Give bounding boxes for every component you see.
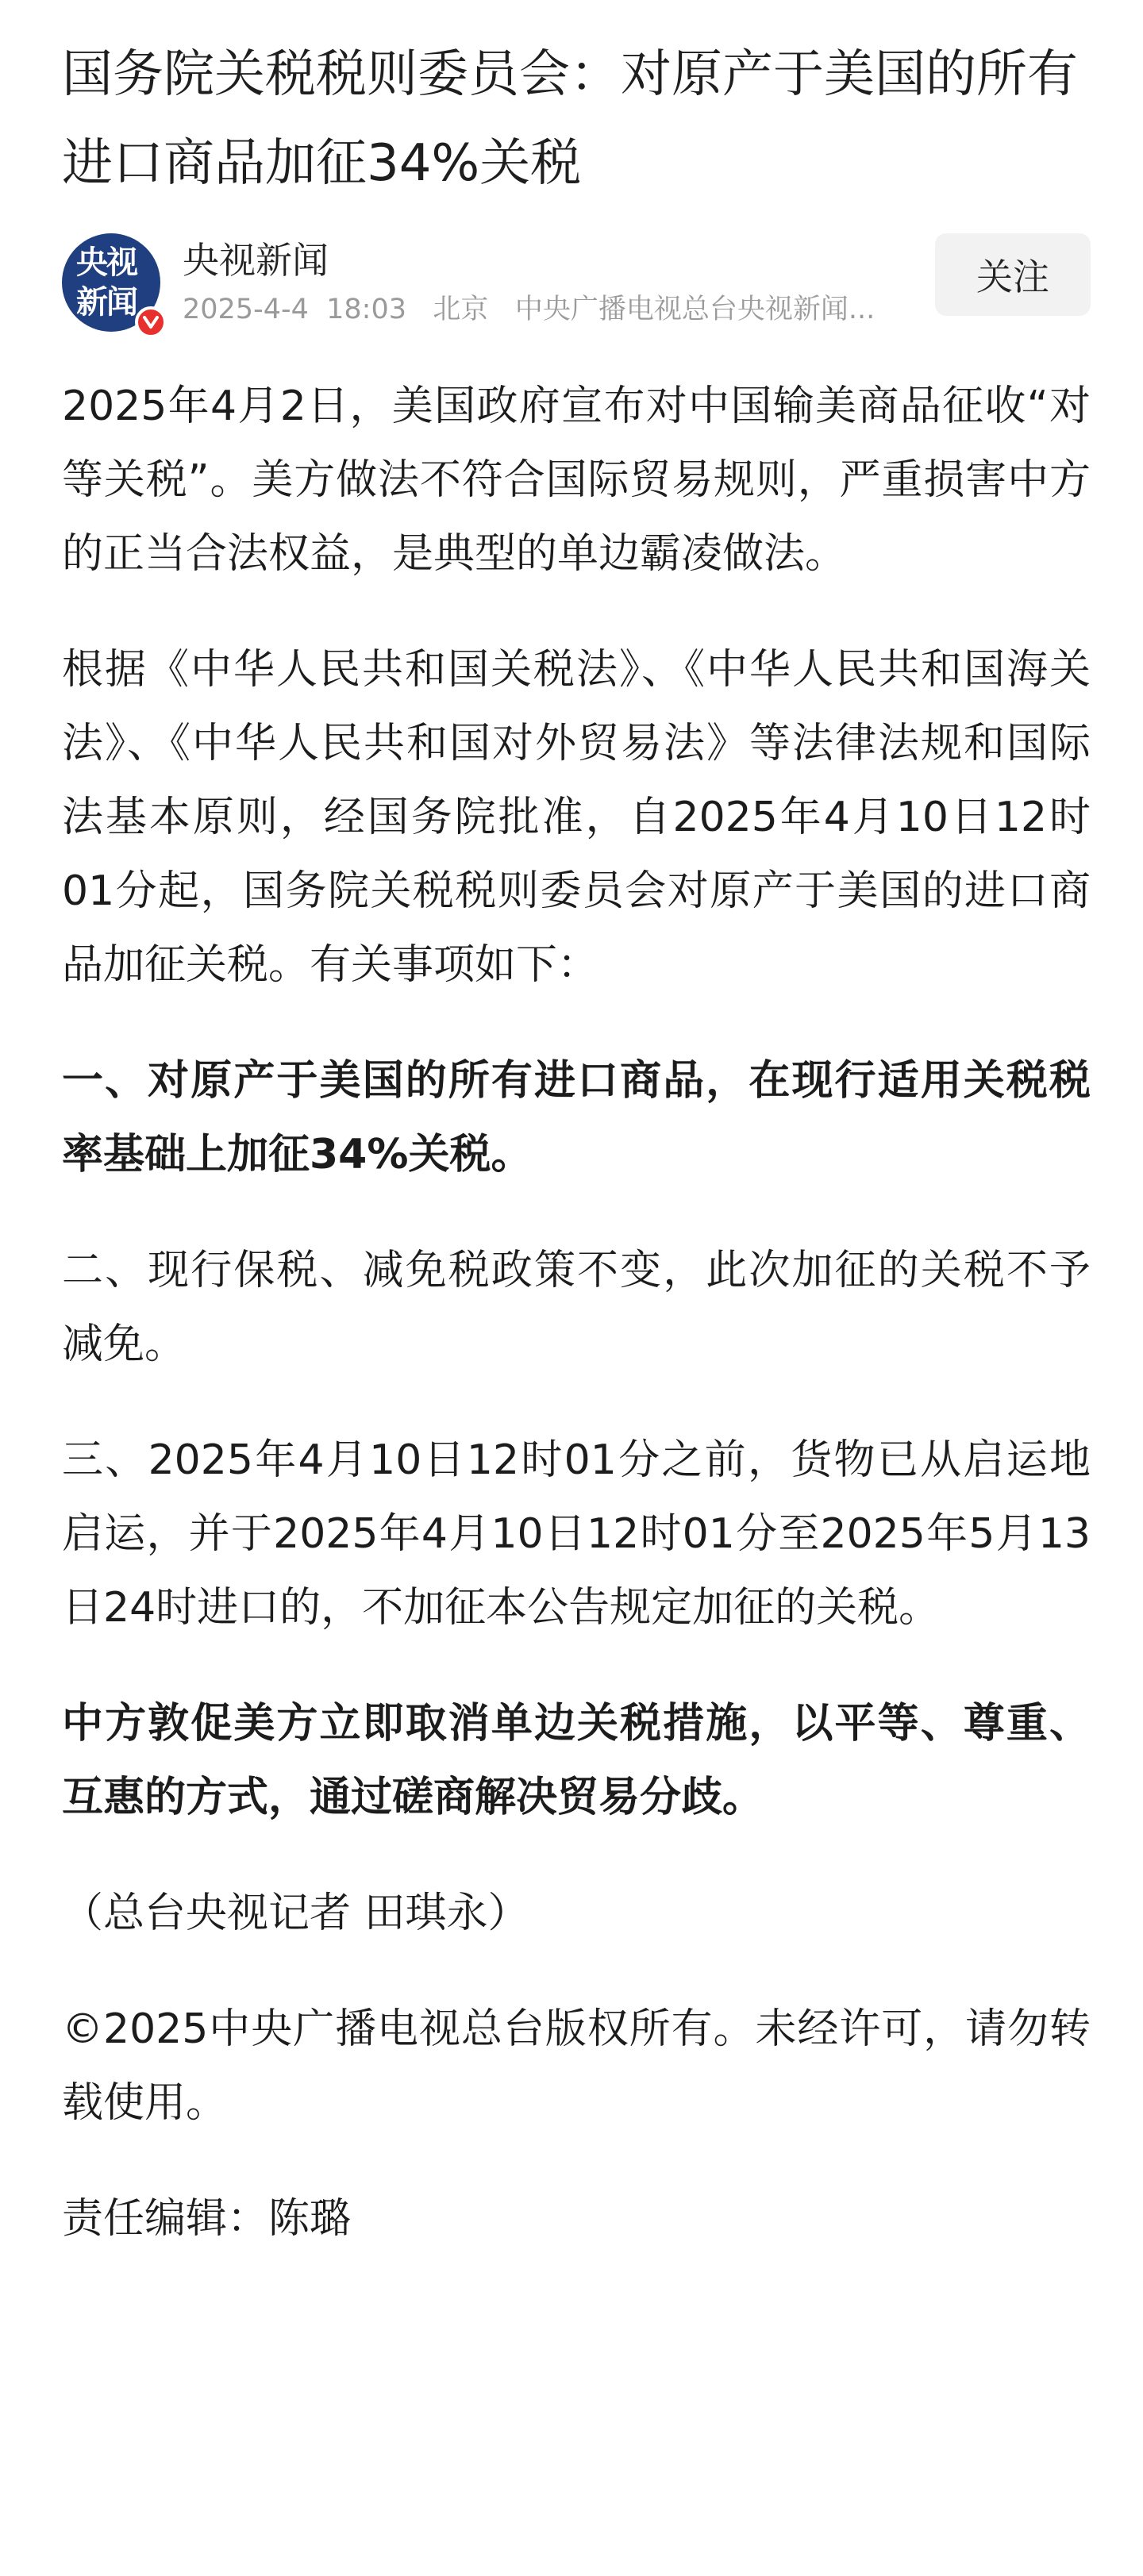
publish-date: 2025-4-4 [183, 294, 309, 325]
article-paragraph: 二、现行保税、减免税政策不变，此次加征的关税不予减免。 [62, 1247, 1091, 1368]
article-paragraph: 2025年4月2日，美国政府宣布对中国输美商品征收“对等关税”。美方做法不符合国际贸易规则，严重损害中方的正当合法权益，是典型的单边霸凌做法。 [62, 383, 1091, 578]
cctv-news-logo: 央视 新闻 [76, 244, 137, 321]
article-paragraph: 根据《中华人民共和国关税法》、《中华人民共和国海关法》、《中华人民共和国对外贸易法》等法律法规和国际法基本原则，经国务院批准，自2025年4月10日12时01分起，国务院关税税则委员会对原产于美国的进口商品加征关税。有关事项如下： [62, 646, 1091, 989]
reporter-credit: （总台央视记者 田琪永） [62, 1890, 529, 1937]
copyright-notice: ©2025中央广播电视总台版权所有。未经许可，请勿转载使用。 [62, 2005, 1091, 2127]
verified-badge-icon [135, 306, 167, 338]
publish-location: 北京 [433, 294, 489, 325]
article-paragraph-emphasis: 一、对原产于美国的所有进口商品，在现行适用关税税率基础上加征34%关税。 [62, 1057, 1091, 1178]
publish-time: 18:03 [326, 294, 407, 325]
responsible-editor: 责任编辑：陈璐 [62, 2195, 352, 2243]
follow-button[interactable]: 关注 [935, 233, 1091, 316]
publish-source: 中央广播电视总台央视新闻... [514, 294, 876, 325]
article-page [62, 0, 1091, 2256]
article-meta [183, 290, 945, 329]
author-name[interactable]: 央视新闻 [183, 239, 329, 282]
author-byline [62, 233, 1091, 336]
article-paragraph: 三、2025年4月10日12时01分之前，货物已从启运地启运，并于2025年4月10日12时01分至2025年5月13日24时进口的，不加征本公告规定加征的关税。 [62, 1436, 1091, 1632]
article-title: 国务院关税税则委员会：对原产于美国的所有进口商品加征34%关税 [62, 45, 1078, 193]
article-paragraph-emphasis: 中方敦促美方立即取消单边关税措施，以平等、尊重、互惠的方式，通过磋商解决贸易分歧。 [62, 1700, 1091, 1821]
article-body [62, 370, 1091, 2256]
